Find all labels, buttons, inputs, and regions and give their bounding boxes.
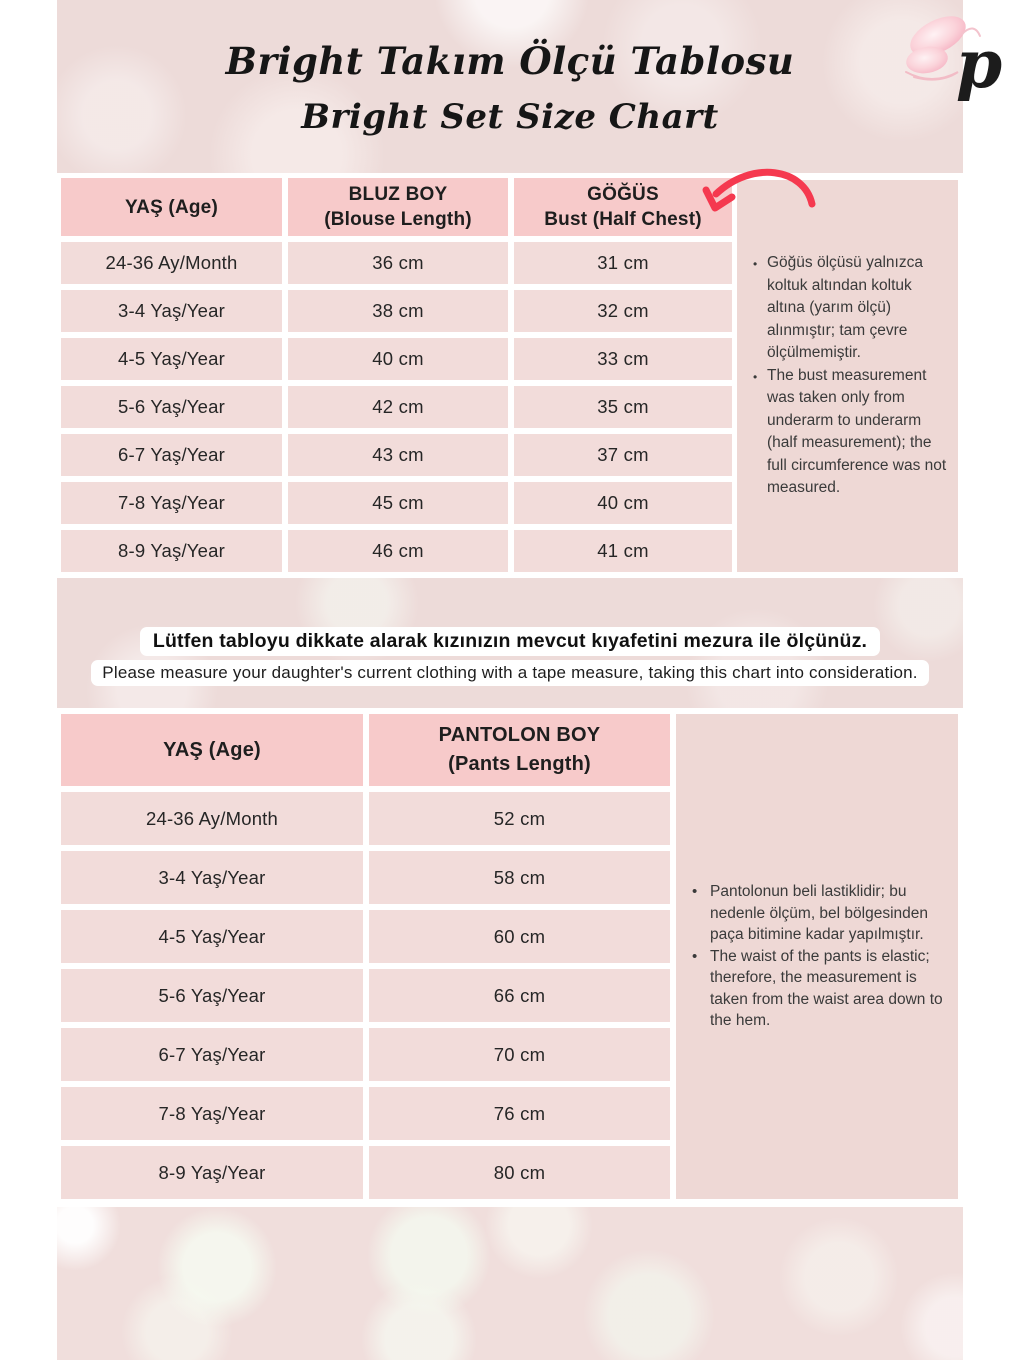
notice-band — [57, 578, 963, 708]
table-cell-pants: 58 cm — [369, 851, 670, 904]
notice-line-turkish: Lütfen tabloyu dikkate alarak kızınızın mevcut kıyafetini mezura ile ölçünüz. — [140, 627, 880, 656]
table-cell-bust: 41 cm — [514, 530, 732, 572]
table-cell-pants: 60 cm — [369, 910, 670, 963]
table-cell-pants: 66 cm — [369, 969, 670, 1022]
note-text: The bust measurement was taken only from underarm to underarm (half measurement); the full circumference was not measured. — [767, 366, 947, 497]
header-line: GÖĞÜS — [587, 184, 659, 205]
table-cell-pants: 76 cm — [369, 1087, 670, 1140]
table-cell-age: 4-5 Yaş/Year — [61, 338, 282, 380]
table-cell-age: 8-9 Yaş/Year — [61, 530, 282, 572]
table-cell-age: 24-36 Ay/Month — [61, 792, 363, 845]
footer-band — [57, 1207, 963, 1360]
table-cell-age: 7-8 Yaş/Year — [61, 1087, 363, 1140]
table-cell-age: 4-5 Yaş/Year — [61, 910, 363, 963]
header-line: PANTOLON BOY — [438, 724, 601, 746]
header-line: YAŞ (Age) — [125, 196, 218, 218]
table-cell-pants: 70 cm — [369, 1028, 670, 1081]
header-line: (Blouse Length) — [324, 209, 472, 230]
page-subtitle: Bright Set Size Chart — [301, 96, 719, 137]
note-item — [692, 946, 946, 1032]
table-cell-age: 6-7 Yaş/Year — [61, 434, 282, 476]
table-cell-pants: 52 cm — [369, 792, 670, 845]
table-cell-age: 3-4 Yaş/Year — [61, 290, 282, 332]
table-cell-bust: 37 cm — [514, 434, 732, 476]
header-line: Bust (Half Chest) — [544, 209, 702, 230]
table-cell-blouse: 46 cm — [288, 530, 508, 572]
blouse-size-table — [61, 178, 732, 572]
page-title: Bright Takım Ölçü Tablosu — [225, 38, 795, 83]
note-text: Pantolonun beli lastiklidir; bu nedenle ölçüm, bel bölgesinden paça bitimine kadar yapılmıştır. — [710, 883, 929, 944]
header-line: BLUZ BOY — [348, 184, 448, 205]
bullet-icon: • — [753, 257, 758, 272]
table-cell-age: 7-8 Yaş/Year — [61, 482, 282, 524]
table-cell-age: 3-4 Yaş/Year — [61, 851, 363, 904]
bullet-icon: • — [753, 369, 758, 384]
table-cell-bust: 40 cm — [514, 482, 732, 524]
table-cell-bust: 35 cm — [514, 386, 732, 428]
note-item — [753, 252, 948, 365]
table-cell-blouse: 43 cm — [288, 434, 508, 476]
table-cell-age: 5-6 Yaş/Year — [61, 386, 282, 428]
table-cell-blouse: 36 cm — [288, 242, 508, 284]
table-cell-blouse: 38 cm — [288, 290, 508, 332]
bust-note-box — [737, 180, 958, 572]
column-header-blouse-length — [288, 178, 508, 236]
header-line: (Pants Length) — [448, 753, 591, 775]
pants-size-table — [61, 714, 670, 1199]
column-header-age — [61, 178, 282, 236]
column-header-pants-length — [369, 714, 670, 786]
table-cell-bust: 33 cm — [514, 338, 732, 380]
column-header-age — [61, 714, 363, 786]
table-cell-blouse: 40 cm — [288, 338, 508, 380]
table-cell-bust: 32 cm — [514, 290, 732, 332]
table-cell-age: 6-7 Yaş/Year — [61, 1028, 363, 1081]
table-cell-bust: 31 cm — [514, 242, 732, 284]
header-band — [57, 0, 1003, 173]
title-block — [57, 0, 963, 173]
bullet-icon: • — [692, 947, 698, 965]
bust-arrow-icon — [686, 158, 826, 216]
note-text: The waist of the pants is elastic; therefore, the measurement is taken from the waist area down to the hem. — [710, 947, 943, 1030]
table-cell-blouse: 45 cm — [288, 482, 508, 524]
bullet-icon: • — [692, 883, 698, 901]
table-cell-age: 8-9 Yaş/Year — [61, 1146, 363, 1199]
table-cell-blouse: 42 cm — [288, 386, 508, 428]
pants-note-box — [676, 714, 958, 1199]
table-cell-age: 5-6 Yaş/Year — [61, 969, 363, 1022]
brand-letter: p — [956, 25, 1003, 103]
note-item — [753, 365, 948, 500]
note-item — [692, 881, 946, 946]
header-line: YAŞ (Age) — [163, 738, 261, 761]
notice-line-english: Please measure your daughter's current clothing with a tape measure, taking this chart into consideration. — [91, 660, 928, 686]
table-cell-age: 24-36 Ay/Month — [61, 242, 282, 284]
note-text: Göğüs ölçüsü yalnızca koltuk altından koltuk altına (yarım ölçü) alınmıştır; tam çevre ölçülmemiştir. — [767, 254, 923, 362]
table-cell-pants: 80 cm — [369, 1146, 670, 1199]
